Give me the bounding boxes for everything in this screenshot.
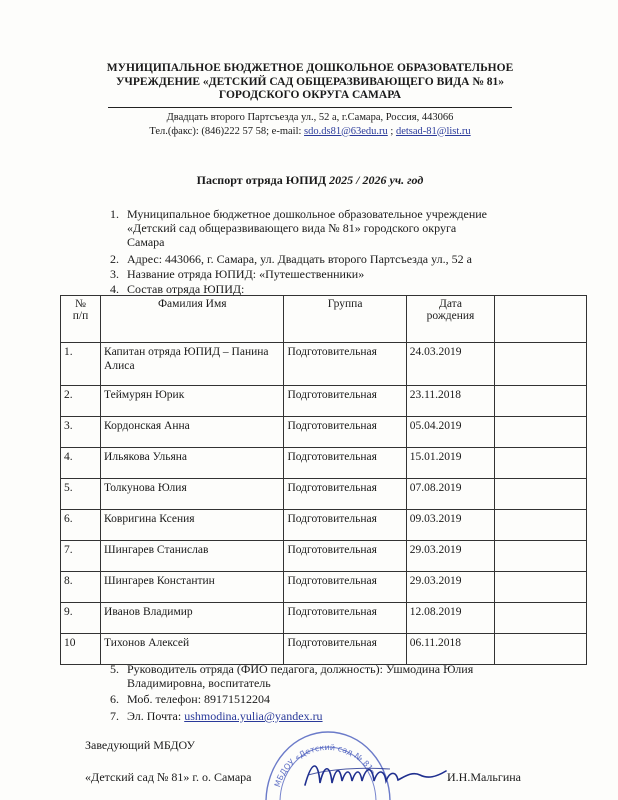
cell-extra — [495, 572, 587, 603]
cell-name: Тихонов Алексей — [101, 634, 284, 665]
cell-dob: 23.11.2018 — [406, 386, 495, 417]
header-dob: Дата рождения — [406, 296, 495, 343]
cell-name: Шингарев Константин — [101, 572, 284, 603]
table-row — [61, 572, 587, 603]
item-number: 1. — [110, 207, 119, 221]
item-text-line: Муниципальное бюджетное дошкольное образовательное учреждение — [127, 207, 487, 221]
item-text-line: Владимировна, воспитатель — [127, 676, 271, 690]
table-row — [61, 479, 587, 510]
item-text-line: Моб. телефон: 89171512204 — [127, 692, 271, 706]
team-roster-table — [60, 295, 587, 665]
cell-dob: 07.08.2019 — [406, 479, 495, 510]
cell-number: 8. — [61, 572, 101, 603]
cell-extra — [495, 541, 587, 572]
cell-name: Толкунова Юлия — [101, 479, 284, 510]
email-link-1[interactable]: sdo.ds81@63edu.ru — [304, 125, 388, 137]
cell-name: Ковригина Ксения — [101, 510, 284, 541]
cell-group: Подготовительная — [284, 448, 406, 479]
cell-name: Капитан отряда ЮПИД – Панина Алиса — [101, 343, 284, 386]
table-row — [61, 510, 587, 541]
handwritten-signature — [300, 755, 450, 795]
cell-group: Подготовительная — [284, 541, 406, 572]
document-title — [60, 173, 560, 188]
table-header-row — [61, 296, 587, 343]
table-row — [61, 634, 587, 665]
header-number: № п/п — [61, 296, 101, 343]
cell-number: 10 — [61, 634, 101, 665]
cell-dob: 29.03.2019 — [406, 572, 495, 603]
signature-title-2: «Детский сад № 81» г. о. Самара — [85, 770, 252, 784]
cell-group: Подготовительная — [284, 343, 406, 386]
header-extra — [495, 296, 587, 343]
cell-number: 6. — [61, 510, 101, 541]
cell-group: Подготовительная — [284, 510, 406, 541]
table-row — [61, 448, 587, 479]
cell-number: 4. — [61, 448, 101, 479]
cell-group: Подготовительная — [284, 386, 406, 417]
organization-name — [60, 62, 560, 103]
cell-group: Подготовительная — [284, 603, 406, 634]
item-number: 4. — [110, 282, 119, 296]
header-divider — [108, 107, 512, 108]
cell-group: Подготовительная — [284, 417, 406, 448]
item-number: 7. — [110, 709, 119, 723]
cell-extra — [495, 448, 587, 479]
cell-extra — [495, 603, 587, 634]
phone-text: Тел.(факс): (846)222 57 58; e-mail: — [149, 125, 305, 137]
signature-title-1: Заведующий МБДОУ — [85, 738, 196, 752]
org-name-line-1: МУНИЦИПАЛЬНОЕ БЮДЖЕТНОЕ ДОШКОЛЬНОЕ ОБРАЗОВАТЕЛЬНОЕ — [106, 62, 514, 74]
table-row — [61, 386, 587, 417]
table-row — [61, 541, 587, 572]
cell-number: 9. — [61, 603, 101, 634]
contact-line — [60, 125, 560, 139]
cell-dob: 15.01.2019 — [406, 448, 495, 479]
title-main: Паспорт отряда ЮПИД — [196, 173, 330, 187]
cell-group: Подготовительная — [284, 572, 406, 603]
cell-extra — [495, 417, 587, 448]
stamp-text: МБДОУ «Детский сад № 81» — [272, 742, 378, 789]
cell-dob: 05.04.2019 — [406, 417, 495, 448]
item-number: 2. — [110, 252, 119, 266]
table-row — [61, 603, 587, 634]
table-row — [61, 343, 587, 386]
signatory-name: И.Н.Мальгина — [447, 770, 521, 784]
cell-extra — [495, 479, 587, 510]
cell-dob: 29.03.2019 — [406, 541, 495, 572]
email-separator: ; — [387, 125, 396, 137]
cell-name: Теймурян Юрик — [101, 386, 284, 417]
cell-number: 2. — [61, 386, 101, 417]
item-text-line: Руководитель отряда (ФИО педагога, должность): Ушмодина Юлия — [127, 662, 474, 676]
table-row — [61, 417, 587, 448]
contact-block — [60, 111, 560, 138]
email-label: Эл. Почта: — [127, 709, 185, 723]
cell-extra — [495, 510, 587, 541]
cell-name: Кордонская Анна — [101, 417, 284, 448]
item-text-line: Адрес: 443066, г. Самара, ул. Двадцать второго Партсъезда ул., 52 а — [127, 252, 472, 266]
title-years: 2025 / 2026 уч. год — [329, 173, 424, 187]
item-text-line: «Детский сад общеразвивающего вида № 81» городского округа — [127, 221, 457, 235]
org-name-line-2: УЧРЕЖДЕНИЕ «ДЕТСКИЙ САД ОБЩЕРАЗВИВАЮЩЕГО ВИДА № 81» — [115, 75, 505, 88]
cell-dob: 24.03.2019 — [406, 343, 495, 386]
cell-name: Шингарев Станислав — [101, 541, 284, 572]
cell-group: Подготовительная — [284, 634, 406, 665]
cell-extra — [495, 634, 587, 665]
cell-dob: 12.08.2019 — [406, 603, 495, 634]
cell-extra — [495, 386, 587, 417]
item-text-line: Название отряда ЮПИД: «Путешественники» — [127, 267, 365, 281]
item-number: 5. — [110, 662, 119, 676]
cell-number: 5. — [61, 479, 101, 510]
item-number: 3. — [110, 267, 119, 281]
item-text-line: Самара — [127, 235, 165, 249]
cell-extra — [495, 343, 587, 386]
cell-number: 1. — [61, 343, 101, 386]
cell-name: Иванов Владимир — [101, 603, 284, 634]
item-text-line: Состав отряда ЮПИД: — [127, 282, 245, 296]
leader-email-link[interactable]: ushmodina.yulia@yandex.ru — [184, 709, 323, 723]
cell-group: Подготовительная — [284, 479, 406, 510]
org-address: Двадцать второго Партсъезда ул., 52 а, г.Самара, Россия, 443066 — [166, 112, 454, 123]
org-name-line-3: ГОРОДСКОГО ОКРУГА САМАРА — [218, 89, 402, 101]
cell-number: 3. — [61, 417, 101, 448]
cell-name: Ильякова Ульяна — [101, 448, 284, 479]
header-group: Группа — [284, 296, 406, 343]
item-number: 6. — [110, 692, 119, 706]
header-name: Фамилия Имя — [101, 296, 284, 343]
cell-dob: 09.03.2019 — [406, 510, 495, 541]
cell-number: 7. — [61, 541, 101, 572]
email-link-2[interactable]: detsad-81@list.ru — [395, 125, 471, 137]
cell-dob: 06.11.2018 — [406, 634, 495, 665]
